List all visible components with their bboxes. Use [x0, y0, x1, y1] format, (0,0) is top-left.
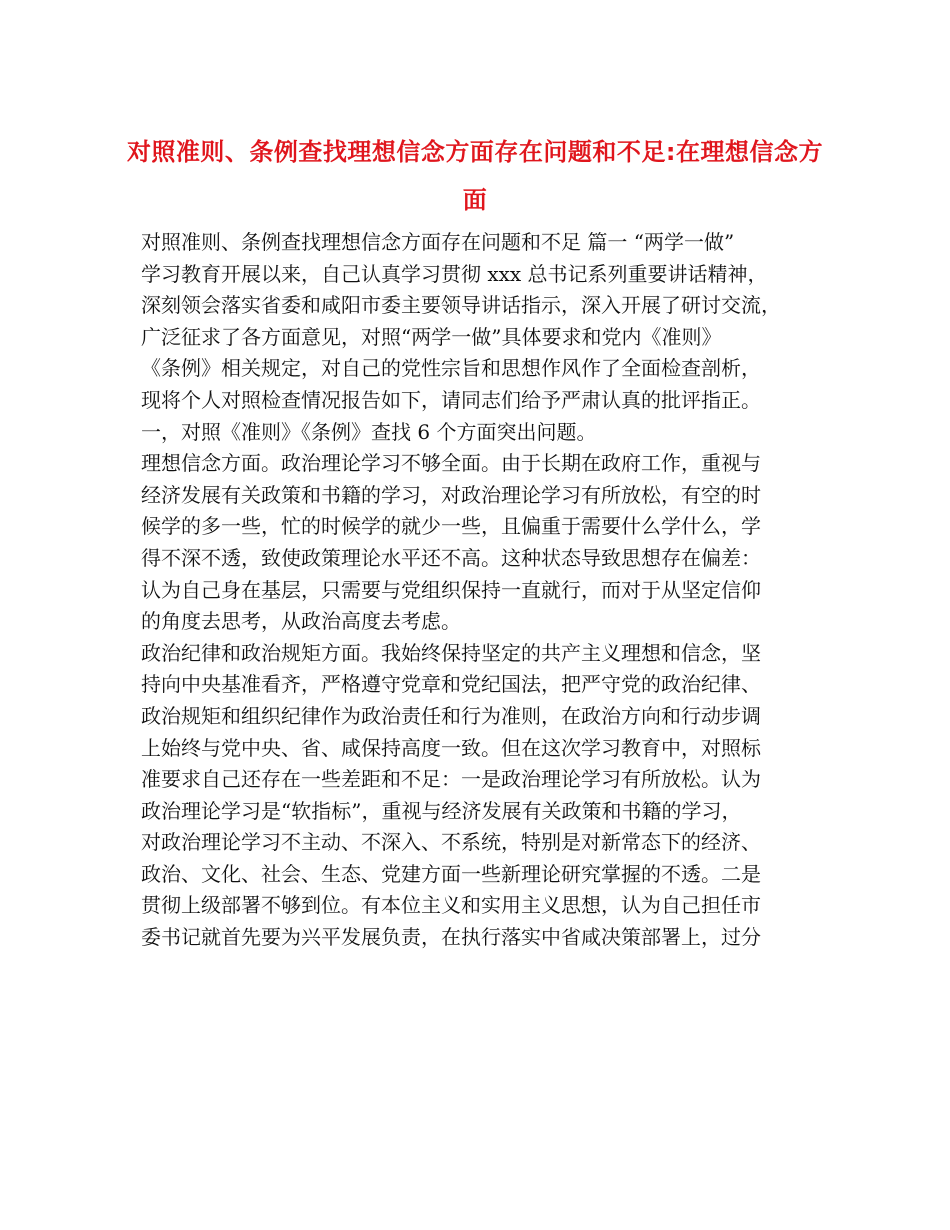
body-line: 政治理论学习是“软指标”，重视与经济发展有关政策和书籍的学习，	[141, 798, 742, 823]
body-line: 《条例》相关规定，对自己的党性宗旨和思想作风作了全面检查剖析，	[141, 356, 761, 381]
body-line: 贯彻上级部署不够到位。有本位主义和实用主义思想，认为自己担任市	[141, 893, 761, 918]
body-line: 政治纪律和政治规矩方面。我始终保持坚定的共产主义理想和信念，坚	[141, 640, 761, 665]
body-line: 的角度去思考，从政治高度去考虑。	[141, 609, 461, 634]
body-line: 上始终与党中央、省、咸保持高度一致。但在这次学习教育中，对照标	[141, 735, 761, 760]
body-line: 认为自己身在基层，只需要与党组织保持一直就行，而对于从坚定信仰	[141, 577, 761, 602]
body-line: 政治规矩和组织纪律作为政治责任和行为准则，在政治方向和行动步调	[141, 703, 761, 728]
body-line: 理想信念方面。政治理论学习不够全面。由于长期在政府工作，重视与	[141, 451, 761, 476]
body-line: 经济发展有关政策和书籍的学习，对政治理论学习有所放松，有空的时	[141, 482, 761, 507]
body-line: 广泛征求了各方面意见，对照“两学一做”具体要求和党内《准则》	[141, 324, 722, 349]
body-line: 准要求自己还存在一些差距和不足：一是政治理论学习有所放松。认为	[141, 767, 761, 792]
body-line: 深刻领会落实省委和咸阳市委主要领导讲话指示，深入开展了研讨交流，	[141, 293, 781, 318]
document-body	[141, 227, 841, 954]
body-line: 得不深不透，致使政策理论水平还不高。这种状态导致思想存在偏差：	[141, 545, 761, 570]
body-line: 政治、文化、社会、生态、党建方面一些新理论研究掌握的不透。二是	[141, 861, 761, 886]
body-line: 一，对照《准则》《条例》查找 6 个方面突出问题。	[141, 419, 597, 444]
body-line: 持向中央基准看齐，严格遵守党章和党纪国法，把严守党的政治纪律、	[141, 672, 761, 697]
body-line: 委书记就首先要为兴平发展负责，在执行落实中省咸决策部署上，过分	[141, 925, 761, 950]
body-line: 现将个人对照检查情况报告如下，请同志们给予严肃认真的批评指正。	[141, 387, 761, 412]
body-line: 对照准则、条例查找理想信念方面存在问题和不足 篇一 “两学一做”	[141, 230, 735, 254]
document-title: 对照准则、条例查找理想信念方面存在问题和不足:在理想信念方面	[126, 138, 824, 214]
body-line: 学习教育开展以来，自己认真学习贯彻 xxx 总书记系列重要讲话精神，	[141, 261, 768, 286]
body-line: 候学的多一些，忙的时候学的就少一些，且偏重于需要什么学什么，学	[141, 514, 761, 539]
body-line: 对政治理论学习不主动、不深入、不系统，特别是对新常态下的经济、	[141, 830, 761, 855]
